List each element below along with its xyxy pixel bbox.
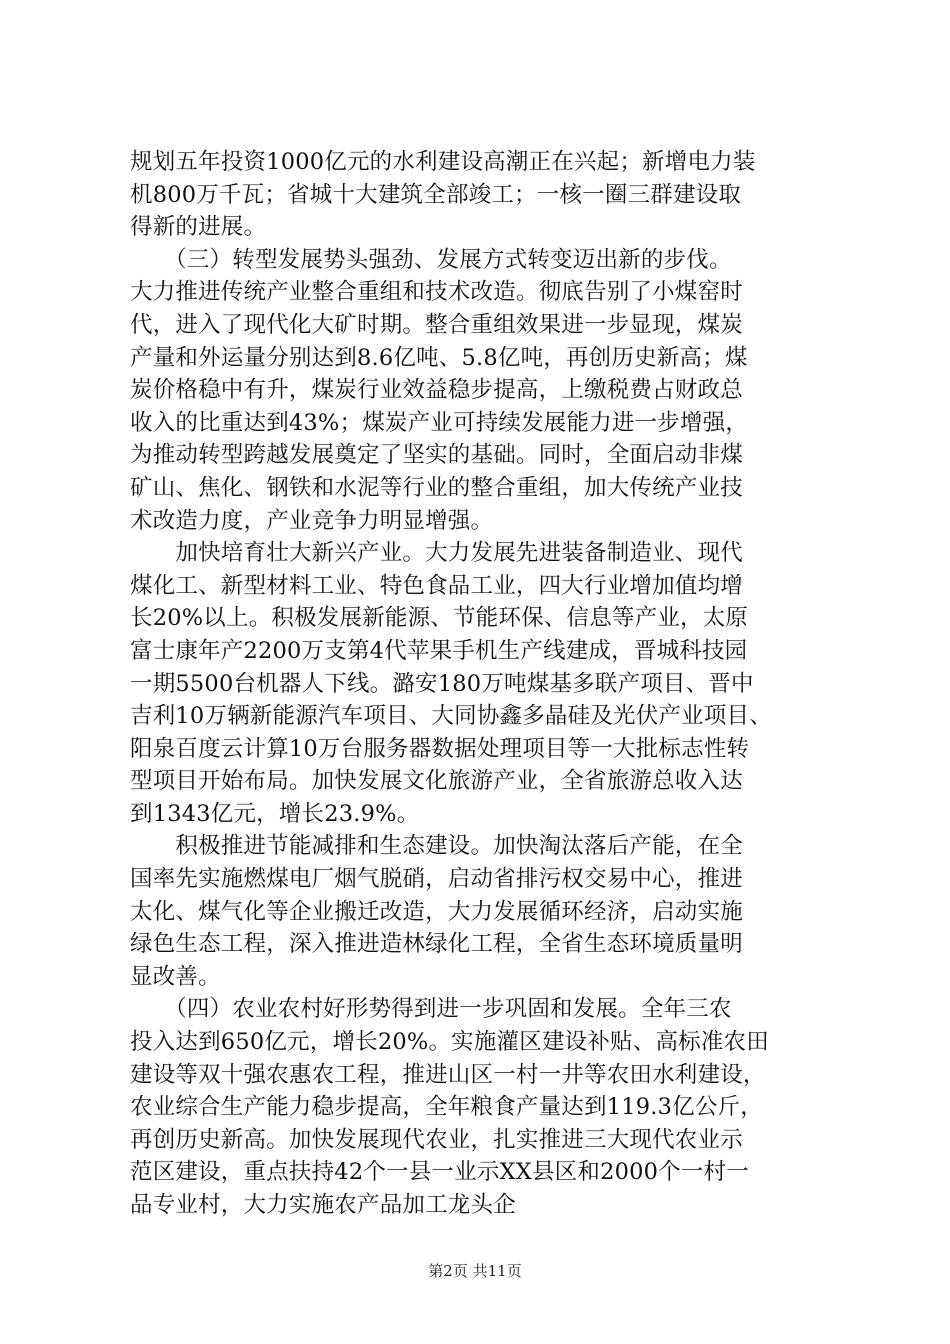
text-line: 炭价格稳中有升，煤炭行业效益稳步提高，上缴税费占财政总 — [130, 377, 743, 404]
text-line: 建设等双十强农惠农工程，推进山区一村一井等农田水利建设， — [130, 1061, 766, 1088]
text-line: （四）农业农村好形势得到进一步巩固和发展。全年三农 — [130, 996, 732, 1023]
text-line: 加快培育壮大新兴产业。大力发展先进装备制造业、现代 — [130, 540, 743, 567]
text-line: 一期5500台机器人下线。潞安180万吨煤基多联产项目、晋中 — [130, 670, 754, 697]
text-line: 矿山、焦化、钢铁和水泥等行业的整合重组，加大传统产业技 — [130, 474, 743, 501]
text-line: 为推动转型跨越发展奠定了坚实的基础。同时，全面启动非煤 — [130, 442, 743, 469]
text-line: 范区建设，重点扶持42个一县一业示XX县区和2000个一村一 — [130, 1159, 749, 1186]
text-line: 术改造力度，产业竞争力明显增强。 — [130, 507, 494, 534]
text-line: 机800万千瓦；省城十大建筑全部竣工；一核一圈三群建设取 — [130, 181, 742, 208]
body-text — [130, 146, 830, 1222]
text-line: 农业综合生产能力稳步提高，全年粮食产量达到119.3亿公斤， — [130, 1094, 763, 1121]
text-line: 煤化工、新型材料工业、特色食品工业，四大行业增加值均增 — [130, 572, 743, 599]
text-line: 积极推进节能减排和生态建设。加快淘汰落后产能，在全 — [130, 833, 743, 860]
text-line: 绿色生态工程，深入推进造林绿化工程，全省生态环境质量明 — [130, 931, 743, 958]
text-line: 富士康年产2200万支第4代苹果手机生产线建成，晋城科技园 — [130, 637, 748, 664]
text-line: 品专业村，大力实施农产品加工龙头企 — [130, 1192, 516, 1218]
text-line: 到1343亿元，增长23.9%。 — [130, 800, 420, 827]
page-footer: 第2页 共11页 — [428, 1262, 522, 1280]
text-line: （三）转型发展势头强劲、发展方式转变迈出新的步伐。 — [130, 246, 732, 273]
text-line: 阳泉百度云计算10万台服务器数据处理项目等一大批标志性转 — [130, 735, 750, 762]
text-line: 得新的进展。 — [130, 214, 267, 241]
text-line: 显改善。 — [130, 963, 221, 990]
text-line: 产量和外运量分别达到8.6亿吨、5.8亿吨，再创历史新高；煤 — [130, 344, 748, 371]
text-line: 国率先实施燃煤电厂烟气脱硝，启动省排污权交易中心，推进 — [130, 866, 743, 893]
text-line: 规划五年投资1000亿元的水利建设高潮正在兴起；新增电力装 — [130, 149, 756, 175]
text-line: 型项目开始布局。加快发展文化旅游产业，全省旅游总收入达 — [130, 768, 743, 795]
text-line: 大力推进传统产业整合重组和技术改造。彻底告别了小煤窑时 — [130, 279, 743, 306]
text-line: 代，进入了现代化大矿时期。整合重组效果进一步显现，煤炭 — [130, 311, 743, 338]
text-line: 吉利10万辆新能源汽车项目、大同协鑫多晶硅及光伏产业项目、 — [130, 703, 772, 730]
text-line: 太化、煤气化等企业搬迁改造，大力发展循环经济，启动实施 — [130, 898, 743, 925]
text-line: 再创历史新高。加快发展现代农业，扎实推进三大现代农业示 — [130, 1126, 743, 1153]
text-line: 长20%以上。积极发展新能源、节能环保、信息等产业，太原 — [130, 605, 749, 632]
text-line: 收入的比重达到43%；煤炭产业可持续发展能力进一步增强， — [130, 409, 749, 436]
text-line: 投入达到650亿元，增长20%。实施灌区建设补贴、高标准农田 — [130, 1029, 769, 1056]
